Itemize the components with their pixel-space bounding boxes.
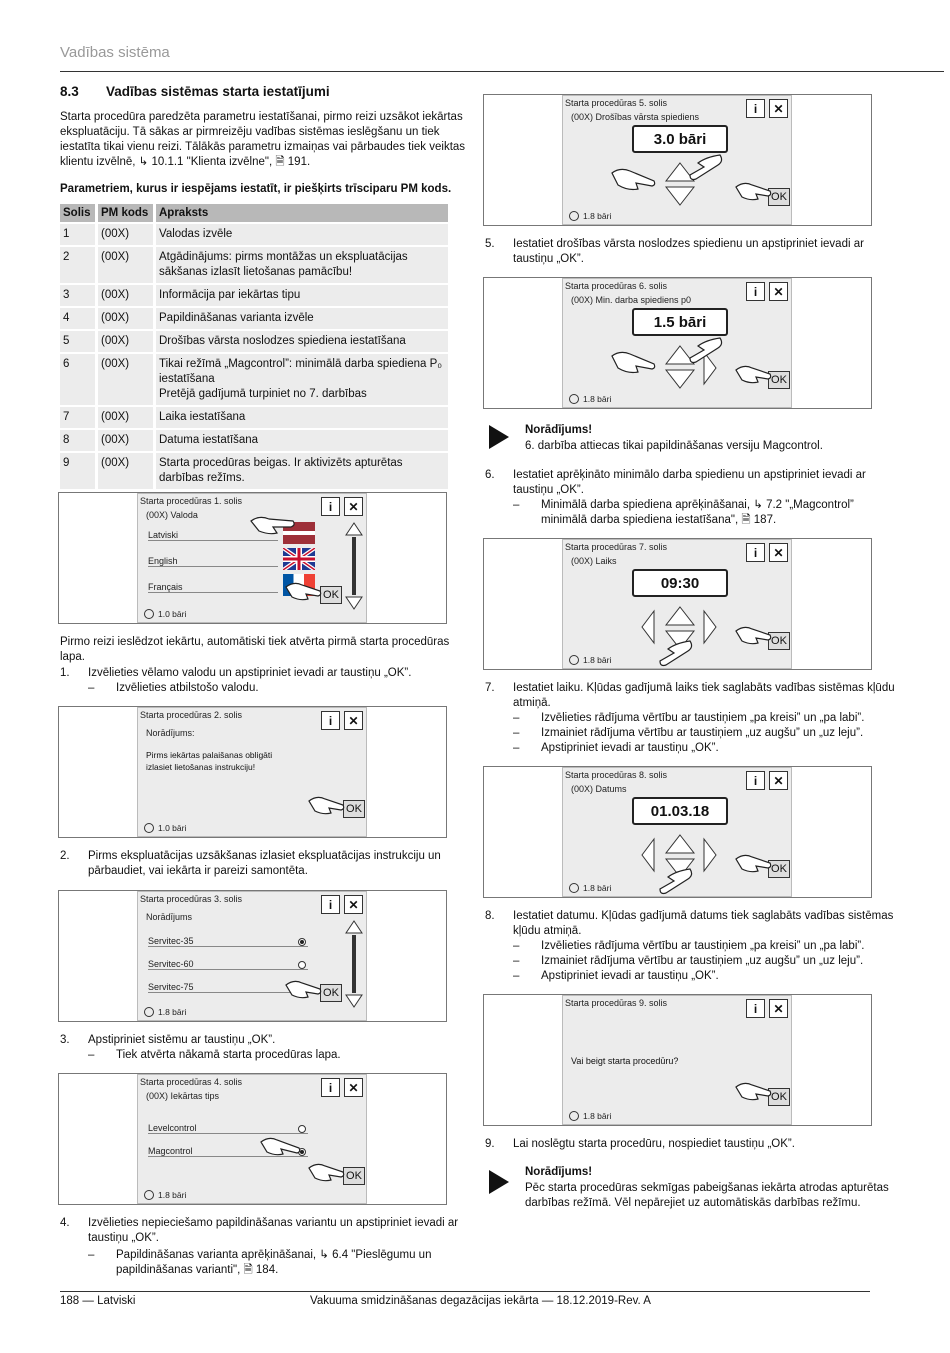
hand-pointer-icon	[610, 167, 658, 191]
note-text: 6. darbība attiecas tikai papildināšanas versiju Magcontrol.	[525, 440, 823, 452]
pressure-readout: 1.0 bāri	[144, 609, 186, 619]
col-step: Solis	[60, 204, 98, 222]
step-6-sub: Minimālā darba spiediena aprēķināšanai, ↳ 7.2 "„Magcontrol” minimālā darba spiediena iestatīšana", 🗎 187.	[541, 499, 854, 526]
info-button[interactable]: i	[321, 711, 340, 730]
table-cell-pm: (00X)	[98, 331, 156, 352]
table-cell-pm: (00X)	[98, 407, 156, 428]
table-cell-pm: (00X)	[98, 430, 156, 451]
dash: –	[513, 940, 520, 952]
option-levelcontrol[interactable]: Levelcontrol	[148, 1123, 308, 1134]
hand-pointer-icon	[684, 153, 724, 183]
step-8-sub: Izmainiet rādījuma vērtību ar taustiņiem „uz augšu” un „uz leju”.	[541, 955, 864, 967]
ok-button[interactable]: OK	[768, 371, 790, 389]
notice-line-2: izlasiet lietošanas instrukciju!	[146, 762, 256, 772]
info-button[interactable]: i	[746, 543, 765, 562]
table-row	[60, 407, 448, 428]
screen-title: Starta procedūras 6. solis	[565, 281, 668, 291]
page-header: Vadības sistēma	[60, 44, 170, 61]
pressure-readout: 1.8 bāri	[144, 1007, 186, 1017]
step-8-sub: Izvēlieties rādījuma vērtību ar taustiņiem „pa kreisi” un „pa labi”.	[541, 940, 865, 952]
step-1-sub: Izvēlieties atbilstošo valodu.	[116, 682, 259, 694]
table-row	[60, 224, 448, 245]
option-magcontrol[interactable]: Magcontrol	[148, 1146, 308, 1157]
step-number: 1.	[60, 667, 70, 679]
section-title: 8.3 Vadības sistēmas starta iestatījumi	[60, 84, 330, 99]
gauge-icon	[144, 609, 154, 619]
screen-title: Starta procedūras 1. solis	[140, 496, 243, 506]
dash: –	[513, 712, 520, 724]
close-button[interactable]: ✕	[769, 771, 788, 790]
scroll-bar-icon[interactable]	[345, 919, 363, 1009]
option-servitec-75[interactable]: Servitec-75	[148, 982, 308, 993]
hand-pointer-icon	[734, 851, 774, 873]
pressure-readout: 1.8 bāri	[569, 1111, 611, 1121]
ok-button[interactable]: OK	[320, 586, 342, 604]
col-desc: Apraksts	[156, 204, 448, 222]
screen-subtitle: (00X) Drošības vārsta spiediens	[571, 112, 700, 122]
screen-title: Starta procedūras 2. solis	[140, 710, 243, 720]
screen-step-9	[483, 994, 872, 1126]
gauge-icon	[144, 1007, 154, 1017]
step-3-sub: Tiek atvērta nākamā starta procedūras lapa.	[116, 1049, 341, 1061]
step-6-text: Iestatiet aprēķināto minimālo darba spiedienu un apstipriniet ievadi ar taustiņu „OK”.	[513, 469, 866, 496]
right-arrow-icon[interactable]	[702, 609, 718, 645]
option-english[interactable]: English	[148, 556, 278, 567]
ok-button[interactable]: OK	[343, 800, 365, 818]
step-5-text: Iestatiet drošības vārsta noslodzes spiedienu un apstipriniet ievadi ar taustiņu „OK”.	[513, 238, 864, 265]
screen-step-5	[483, 94, 872, 226]
screen-title: Starta procedūras 9. solis	[565, 998, 668, 1008]
ok-button[interactable]: OK	[343, 1167, 365, 1185]
table-cell-s: 8	[60, 430, 98, 451]
close-button[interactable]: ✕	[769, 543, 788, 562]
col-pm: PM kods	[98, 204, 156, 222]
table-cell-d: Datuma iestatīšana	[156, 430, 448, 451]
table-cell-s: 4	[60, 308, 98, 329]
table-cell-s: 6	[60, 354, 98, 405]
hand-pointer-icon	[654, 867, 694, 897]
pm-table	[60, 202, 448, 491]
table-cell-s: 3	[60, 285, 98, 306]
step-8-sub: Apstipriniet ievadi ar taustiņu „OK”.	[541, 970, 719, 982]
table-cell-pm: (00X)	[98, 354, 156, 405]
step-number: 4.	[60, 1217, 70, 1229]
table-cell-d: Starta procedūras beigas. Ir aktivizēts apturētas darbības režīms.	[156, 453, 448, 489]
gauge-icon	[144, 823, 154, 833]
pressure-readout: 1.8 bāri	[569, 211, 611, 221]
hand-pointer-icon	[307, 793, 347, 815]
gauge-icon	[569, 394, 579, 404]
table-cell-d: Atgādinājums: pirms montāžas un ekspluatācijas sākšanas izlasīt lietošanas pamācību!	[156, 247, 448, 283]
note-arrow-icon	[489, 425, 509, 449]
step-7-sub: Izvēlieties rādījuma vērtību ar taustiņiem „pa kreisi” un „pa labi”.	[541, 712, 865, 724]
radio[interactable]	[298, 961, 306, 969]
screen-subtitle: (00X) Iekārtas tips	[146, 1091, 220, 1101]
table-cell-s: 2	[60, 247, 98, 283]
hand-pointer-icon	[259, 1134, 303, 1156]
screen-step-3	[58, 890, 447, 1022]
radio[interactable]	[298, 1125, 306, 1133]
table-cell-pm: (00X)	[98, 453, 156, 489]
step-number: 6.	[485, 469, 495, 481]
pressure-readout: 1.8 bāri	[144, 1190, 186, 1200]
info-button[interactable]: i	[321, 1078, 340, 1097]
step-number: 8.	[485, 910, 495, 922]
table-cell-s: 5	[60, 331, 98, 352]
table-row	[60, 285, 448, 306]
table-row	[60, 308, 448, 329]
note-title: Norādījums!	[525, 1166, 593, 1178]
footer-title: Vakuuma smidzināšanas degazācijas iekārta — 18.12.2019-Rev. A	[310, 1295, 651, 1307]
screen-step-1	[58, 492, 447, 624]
screen-subtitle: Norādījums:	[146, 728, 195, 738]
confirm-question: Vai beigt starta procedūru?	[571, 1056, 679, 1066]
screen-subtitle: Norādījums	[146, 912, 193, 922]
ok-button[interactable]: OK	[768, 1088, 790, 1106]
dash: –	[88, 682, 95, 694]
gauge-icon	[569, 883, 579, 893]
table-cell-pm: (00X)	[98, 224, 156, 245]
close-button[interactable]: ✕	[769, 282, 788, 301]
screen-title: Starta procedūras 8. solis	[565, 770, 668, 780]
right-arrow-icon[interactable]	[702, 837, 718, 873]
ok-button[interactable]: OK	[320, 984, 342, 1002]
close-button[interactable]: ✕	[344, 711, 363, 730]
table-cell-s: 1	[60, 224, 98, 245]
step-2-text: Pirms ekspluatācijas uzsākšanas izlasiet ekspluatācijas instrukciju un pārbaudiet, vai iekārta ir pareizi samontēta.	[88, 850, 441, 877]
step-number: 9.	[485, 1138, 495, 1150]
dash: –	[88, 1049, 95, 1061]
screen-title: Starta procedūras 3. solis	[140, 894, 243, 904]
close-button[interactable]: ✕	[344, 1078, 363, 1097]
screen-title: Starta procedūras 4. solis	[140, 1077, 243, 1087]
table-cell-d: Valodas izvēle	[156, 224, 448, 245]
dash: –	[88, 1249, 95, 1261]
step-1-text: Izvēlieties vēlamo valodu un apstipriniet ievadi ar taustiņu „OK”.	[88, 667, 412, 679]
table-intro: Parametriem, kurus ir iespējams iestatīt, ir piešķirts trīsciparu PM kods.	[60, 183, 452, 195]
gauge-icon	[569, 1111, 579, 1121]
table-cell-s: 7	[60, 407, 98, 428]
radio-selected[interactable]	[298, 938, 306, 946]
table-row	[60, 430, 448, 451]
screen-step-6	[483, 277, 872, 409]
screen-title: Starta procedūras 7. solis	[565, 542, 668, 552]
hand-pointer-icon	[734, 1079, 774, 1101]
step-number: 3.	[60, 1034, 70, 1046]
table-row	[60, 247, 448, 283]
note-arrow-icon	[489, 1170, 509, 1194]
hand-pointer-icon	[307, 1160, 347, 1182]
hand-pointer-icon	[734, 362, 774, 384]
pressure-readout: 1.8 bāri	[569, 883, 611, 893]
table-cell-d: Laika iestatīšana	[156, 407, 448, 428]
close-button[interactable]: ✕	[344, 895, 363, 914]
pressure-readout: 1.8 bāri	[569, 655, 611, 665]
screen-step-8	[483, 766, 872, 898]
close-button[interactable]: ✕	[769, 999, 788, 1018]
step-9-text: Lai noslēgtu starta procedūru, nospiediet taustiņu „OK”.	[513, 1138, 795, 1150]
pressure-readout: 1.8 bāri	[569, 394, 611, 404]
option-francais[interactable]: Français	[148, 582, 278, 593]
info-button[interactable]: i	[746, 282, 765, 301]
value-display[interactable]: 1.5 bāri	[632, 308, 728, 336]
note-title: Norādījums!	[525, 424, 593, 436]
screen-step-7	[483, 538, 872, 670]
screen-step-2	[58, 706, 447, 838]
info-button[interactable]: i	[321, 497, 340, 516]
hand-pointer-icon	[284, 579, 324, 601]
table-row	[60, 453, 448, 489]
table-cell-pm: (00X)	[98, 247, 156, 283]
ok-button[interactable]: OK	[768, 632, 790, 650]
info-button[interactable]: i	[746, 99, 765, 118]
table-cell-d: Informācija par iekārtas tipu	[156, 285, 448, 306]
table-cell-pm: (00X)	[98, 308, 156, 329]
screen-subtitle: (00X) Min. darba spiediens p0	[571, 295, 692, 305]
step-3-text: Apstipriniet sistēmu ar taustiņu „OK”.	[88, 1034, 276, 1046]
value-display[interactable]: 3.0 bāri	[632, 125, 728, 153]
table-cell-d: Tikai režīmā „Magcontrol”: minimālā darba spiediena P₀ iestatīšana Pretējā gadījumā turpiniet no 7. darbības	[156, 354, 448, 405]
screen-subtitle: (00X) Laiks	[571, 556, 617, 566]
dash: –	[513, 955, 520, 967]
gauge-icon	[569, 655, 579, 665]
dash: –	[513, 727, 520, 739]
gauge-icon	[569, 211, 579, 221]
option-servitec-35[interactable]: Servitec-35	[148, 936, 308, 947]
step-4-text: Izvēlieties nepieciešamo papildināšanas variantu un apstipriniet ievadi ar taustiņu „OK”.	[88, 1217, 459, 1244]
header-divider	[60, 71, 944, 72]
option-latviski[interactable]: Latviski	[148, 530, 278, 541]
hand-pointer-icon	[249, 513, 297, 535]
table-cell-s: 9	[60, 453, 98, 489]
text-first-start: Pirmo reizi ieslēdzot iekārtu, automātiski tiek atvērta pirmā starta procedūras lapa.	[60, 636, 450, 663]
hand-pointer-icon	[284, 977, 324, 999]
hand-pointer-icon	[734, 623, 774, 645]
gauge-icon	[144, 1190, 154, 1200]
footer-divider	[60, 1291, 870, 1292]
info-button[interactable]: i	[746, 999, 765, 1018]
value-display[interactable]: 01.03.18	[632, 797, 728, 825]
dash: –	[513, 742, 520, 754]
info-button[interactable]: i	[321, 895, 340, 914]
table-row	[60, 354, 448, 405]
pressure-readout: 1.0 bāri	[144, 823, 186, 833]
footer-page: 188 — Latviski	[60, 1295, 136, 1307]
hand-pointer-icon	[734, 179, 774, 201]
dash: –	[513, 499, 520, 511]
info-button[interactable]: i	[746, 771, 765, 790]
option-servitec-60[interactable]: Servitec-60	[148, 959, 308, 970]
table-row	[60, 331, 448, 352]
notice-line-1: Pirms iekārtas palaišanas obligāti	[146, 750, 273, 760]
table-cell-d: Papildināšanas varianta izvēle	[156, 308, 448, 329]
table-cell-d: Drošības vārsta noslodzes spiediena iestatīšana	[156, 331, 448, 352]
ok-button[interactable]: OK	[768, 188, 790, 206]
hand-pointer-icon	[610, 350, 658, 374]
intro-text: Starta procedūra paredzēta parametru iestatīšanai, pirmo reizi uzsākot iekārtas ekspluatāciju. Tā sākas ar pirmreizēju vadības sistēmas ieslēgšanu un tiek iestatīta tikai vienu reizi. Tālākās parametru izmaiņas vai pārbaudes tiek veiktas klientu izvēlnē, ↳ 10.1.1 "Klienta izvēlne", 🗎 191.	[60, 111, 466, 168]
table-cell-pm: (00X)	[98, 285, 156, 306]
screen-title: Starta procedūras 5. solis	[565, 98, 668, 108]
screen-subtitle: (00X) Valoda	[146, 510, 198, 520]
scroll-bar-icon[interactable]	[345, 521, 363, 611]
value-display[interactable]: 09:30	[632, 569, 728, 597]
step-7-sub: Izmainiet rādījuma vērtību ar taustiņiem „uz augšu” un „uz leju”.	[541, 727, 864, 739]
step-7-sub: Apstipriniet ievadi ar taustiņu „OK”.	[541, 742, 719, 754]
screen-step-4	[58, 1073, 447, 1205]
hand-pointer-icon	[684, 336, 724, 366]
ok-button[interactable]: OK	[768, 860, 790, 878]
close-button[interactable]: ✕	[344, 497, 363, 516]
note-text: Pēc starta procedūras sekmīgas pabeigšanas iekārta atrodas apturētas darbības režīmā. Vēl nepārejiet uz automātiskās darbības režīmu.	[525, 1182, 889, 1209]
step-number: 5.	[485, 238, 495, 250]
step-number: 2.	[60, 850, 70, 862]
flag-uk-icon[interactable]	[283, 548, 315, 570]
hand-pointer-icon	[654, 639, 694, 669]
step-4-sub: Papildināšanas varianta aprēķināšanai, ↳ 6.4 "Pieslēgumu un papildināšanas varianti", 🗎 184.	[116, 1249, 432, 1276]
dash: –	[513, 970, 520, 982]
screen-subtitle: (00X) Datums	[571, 784, 627, 794]
step-7-text: Iestatiet laiku. Kļūdas gadījumā laiks tiek saglabāts vadības sistēmas kļūdu atmiņā.	[513, 682, 895, 709]
step-number: 7.	[485, 682, 495, 694]
close-button[interactable]: ✕	[769, 99, 788, 118]
step-8-text: Iestatiet datumu. Kļūdas gadījumā datums tiek saglabāts vadības sistēmas kļūdu atmiņā.	[513, 910, 894, 937]
